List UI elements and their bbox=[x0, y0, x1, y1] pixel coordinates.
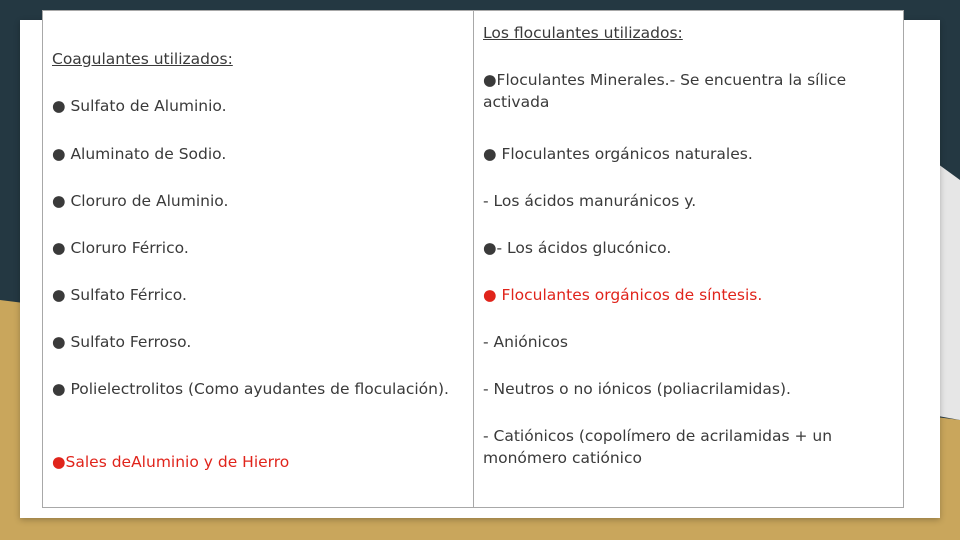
column-divider bbox=[473, 11, 474, 507]
coagulant-highlight-item: ●Sales deAluminio y de Hierro bbox=[52, 453, 290, 471]
flocculant-item: - Los ácidos manuránicos y. bbox=[483, 192, 697, 210]
flocculant-item: ●Floculantes Minerales.- Se encuentra la sílice activada bbox=[483, 71, 847, 111]
flocculant-item: - Catiónicos (copolímero de acrilamidas + un monómero catiónico bbox=[483, 427, 833, 467]
flocculants-heading: Los floculantes utilizados: bbox=[483, 24, 683, 42]
coagulant-item: ● Cloruro de Aluminio. bbox=[52, 192, 229, 210]
content-table bbox=[42, 10, 904, 508]
coagulant-item: ● Aluminato de Sodio. bbox=[52, 145, 227, 163]
flocculant-item: - Neutros o no iónicos (poliacrilamidas). bbox=[483, 380, 791, 398]
coagulant-item: ● Polielectrolitos (Como ayudantes de floculación). bbox=[52, 380, 449, 398]
flocculant-highlight-item: ● Floculantes orgánicos de síntesis. bbox=[483, 286, 763, 304]
coagulant-item: ● Sulfato Férrico. bbox=[52, 286, 187, 304]
coagulant-item: ● Sulfato Ferroso. bbox=[52, 333, 192, 351]
flocculant-item: ●- Los ácidos glucónico. bbox=[483, 239, 672, 257]
coagulant-item: ● Sulfato de Aluminio. bbox=[52, 97, 227, 115]
coagulant-item: ● Cloruro Férrico. bbox=[52, 239, 189, 257]
flocculant-item: - Aniónicos bbox=[483, 333, 568, 351]
coagulants-heading: Coagulantes utilizados: bbox=[52, 50, 233, 68]
flocculant-item: ● Floculantes orgánicos naturales. bbox=[483, 145, 753, 163]
